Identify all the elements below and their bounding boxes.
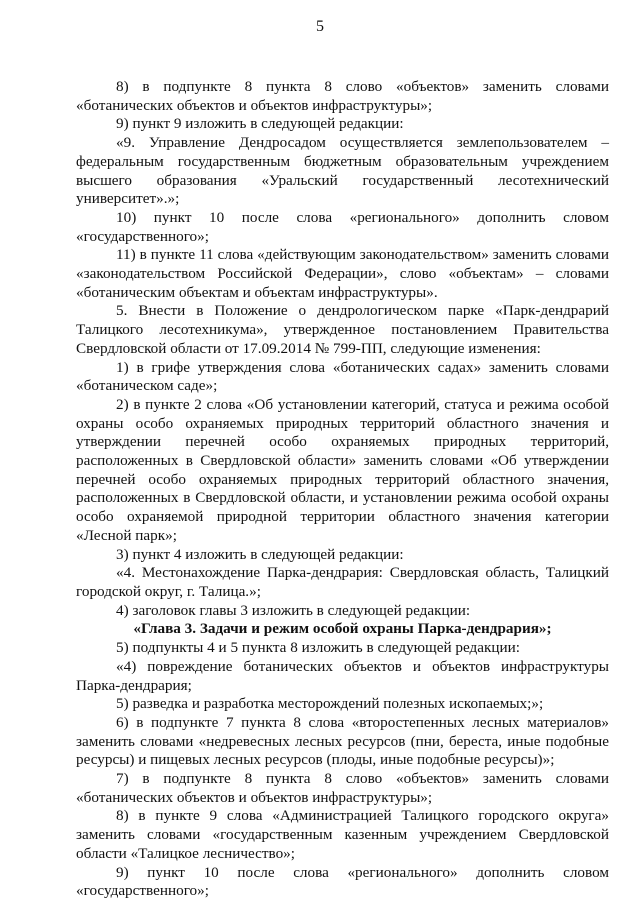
paragraph: 9) пункт 10 после слова «регионального» дополнить словом «государственного»;: [76, 863, 609, 900]
chapter-heading: «Глава 3. Задачи и режим особой охраны Парка-дендрария»;: [133, 620, 552, 638]
paragraph: 10) пункт 10 после слова «регионального» дополнить словом «государственного»;: [76, 208, 609, 245]
paragraph: 8) в подпункте 8 пункта 8 слово «объектов» заменить словами «ботанических объектов и объектов инфраструктуры»;: [76, 78, 609, 114]
paragraph: 7) в подпункте 8 пункта 8 слово «объектов» заменить словами «ботанических объектов и объектов инфраструктуры»;: [76, 770, 609, 806]
paragraph: 8) в пункте 9 слова «Администрацией Талицкого городского округа» заменить словами «государственным казенным учреждением Свердловской области «Талицкое лесничество»;: [76, 807, 609, 862]
page-number: 5: [316, 18, 324, 35]
paragraph: «4) повреждение ботанических объектов и объектов инфраструктуры Парка-дендрария;: [76, 657, 609, 694]
paragraph: 11) в пункте 11 слова «действующим законодательством» заменить словами «законодательством Российской Федерации», слово «объектам» – словами «ботаническим объектам и объектам инфраструктуры».: [76, 246, 609, 301]
paragraph: 5. Внести в Положение о дендрологическом парке «Парк-дендрарий Талицкого лесотехникума», утвержденное постановлением Правительства Свердловской области от 17.09.2014 № 799-ПП, следующие изменения:: [76, 302, 609, 357]
paragraph: 3) пункт 4 изложить в следующей редакции:: [116, 545, 404, 563]
paragraph: 1) в грифе утверждения слова «ботанических садах» заменить словами «ботаническом саде»;: [76, 358, 609, 395]
document-body: [76, 78, 609, 901]
paragraph: 9) пункт 9 изложить в следующей редакции:: [116, 115, 404, 133]
paragraph: «9. Управление Дендросадом осуществляется землепользователем – федеральным государственным бюджетным образовательным учреждением высшего образования «Уральский государственный лесотехнический университет».»;: [76, 134, 609, 208]
paragraph: 5) разведка и разработка месторождений полезных ископаемых;»;: [116, 695, 544, 713]
paragraph: «4. Местонахождение Парка-дендрария: Свердловская область, Талицкий городской округ, г. Талица.»;: [76, 564, 609, 600]
paragraph: 5) подпункты 4 и 5 пункта 8 изложить в следующей редакции:: [116, 639, 520, 657]
paragraph: 4) заголовок главы 3 изложить в следующей редакции:: [116, 601, 471, 619]
paragraph: 2) в пункте 2 слова «Об установлении категорий, статуса и режима особой охраны особо охраняемых природных территорий областного значения и утверждении перечней особо охраняемых природных территорий, расположенных в Свердловской области» заменить словами «Об утверждении перечней особо охраняемых природных территорий областного значения, расположенных в Свердловской области, и установлении режима особой охраны особо охраняемой природной территории областного значения категории «Лесной парк»;: [76, 395, 609, 544]
paragraph: 6) в подпункте 7 пункта 8 слова «второстепенных лесных материалов» заменить словами «недревесных лесных ресурсов (пни, береста, иные подобные ресурсы) и пищевых лесных ресурсов (плоды, иные подобные ресурсы)»;: [76, 713, 609, 769]
